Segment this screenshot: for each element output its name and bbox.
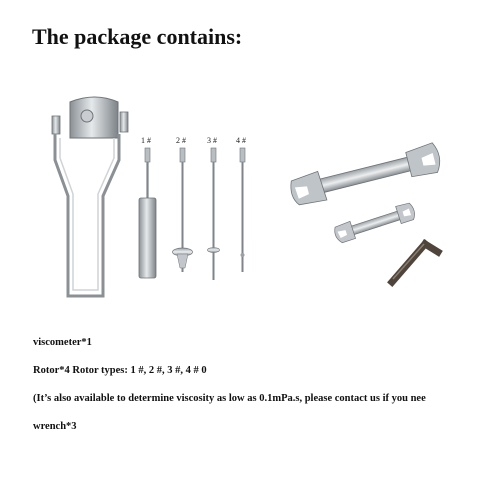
- rotor-3-image: [207, 136, 220, 280]
- page-title: The package contains:: [32, 24, 243, 49]
- rotor-2-image: [173, 136, 193, 272]
- contents-list: [33, 334, 426, 446]
- contents-line-rotors: Rotor*4 Rotor types: 1 #, 2 #, 3 #, 4 # 0: [33, 365, 207, 376]
- viscometer-frame-image: [52, 97, 128, 296]
- rotor-2-label: 2 #: [176, 136, 186, 145]
- small-wrench-image: [333, 201, 417, 244]
- hex-key-image: [392, 244, 438, 282]
- contents-line-viscometer: viscometer*1: [33, 337, 92, 348]
- rotor-4-image: [236, 136, 246, 272]
- contents-line-wrench: wrench*3: [33, 421, 77, 432]
- rotor-4-label: 4 #: [236, 136, 246, 145]
- rotor-3-label: 3 #: [207, 136, 217, 145]
- large-wrench-image: [288, 142, 443, 208]
- rotor-1-image: [139, 136, 156, 278]
- rotor-1-label: 1 #: [141, 136, 151, 145]
- contents-line-viscosity-note: (It’s also available to determine viscosity as low as 0.1mPa.s, please contact us if you nee: [33, 393, 426, 404]
